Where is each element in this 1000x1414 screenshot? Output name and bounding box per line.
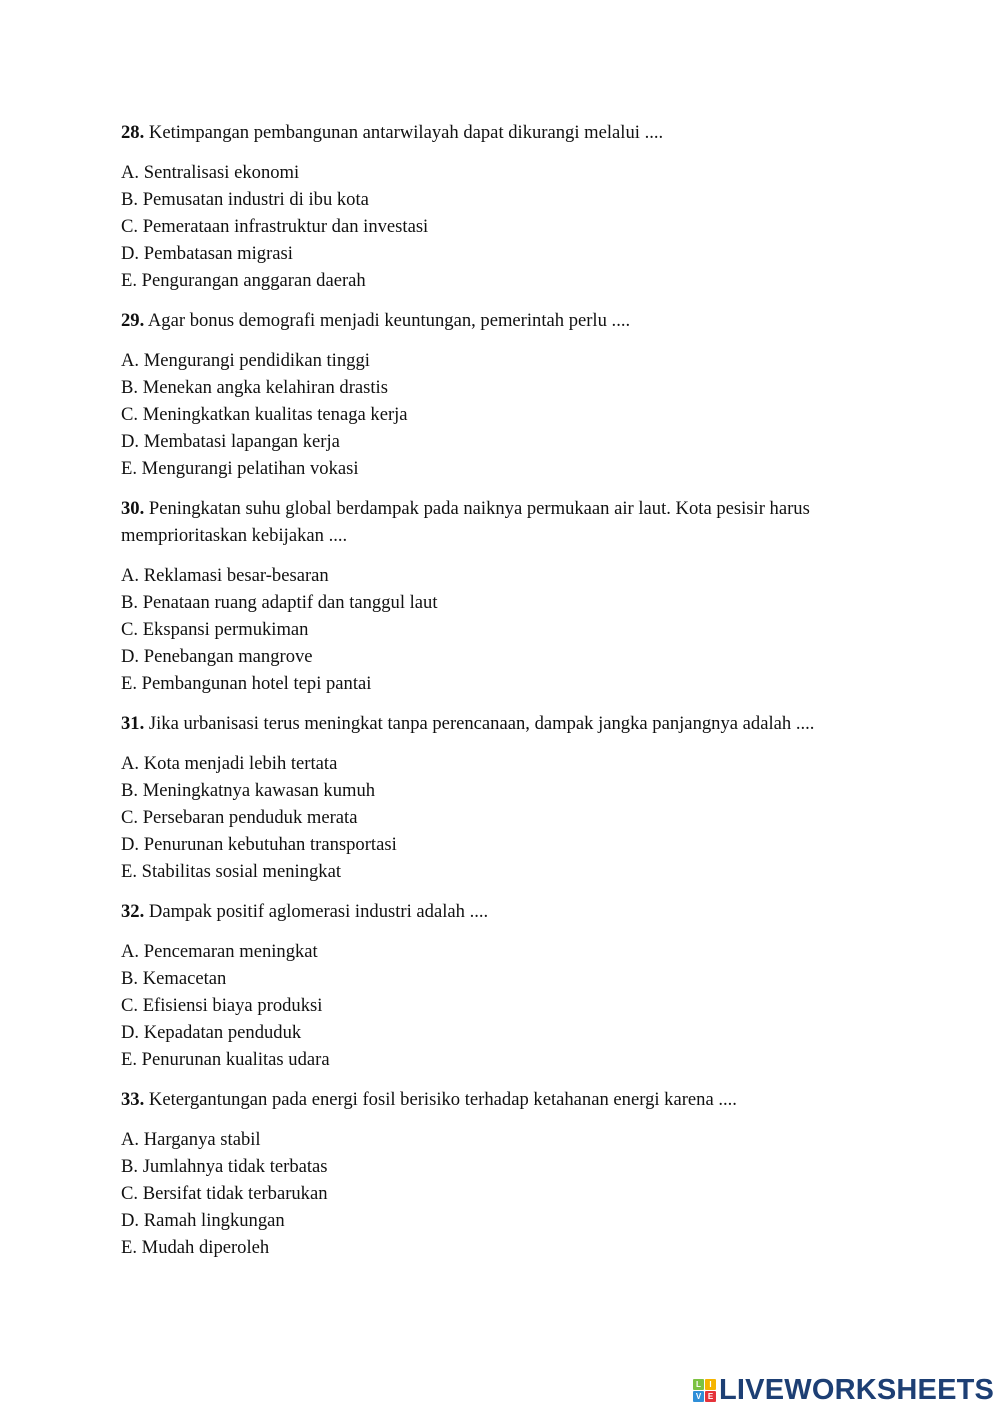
answer-option: E. Stabilitas sosial meningkat <box>121 861 342 882</box>
options-list <box>121 938 901 1073</box>
answer-option: A. Reklamasi besar-besaran <box>121 565 329 586</box>
question-number: 30. <box>121 498 145 519</box>
badge-letter: E <box>705 1391 716 1402</box>
answer-option: A. Mengurangi pendidikan tinggi <box>121 350 370 371</box>
answer-option: B. Penataan ruang adaptif dan tanggul laut <box>121 592 438 613</box>
answer-option: E. Mudah diperoleh <box>121 1237 270 1258</box>
question-text: Jika urbanisasi terus meningkat tanpa perencanaan, dampak jangka panjangnya adalah .... <box>148 713 815 734</box>
question-number: 31. <box>121 713 145 734</box>
answer-option: B. Pemusatan industri di ibu kota <box>121 189 369 210</box>
options-list <box>121 347 901 482</box>
answer-option: E. Pembangunan hotel tepi pantai <box>121 673 372 694</box>
answer-option: D. Pembatasan migrasi <box>121 243 293 264</box>
question-text: Ketimpangan pembangunan antarwilayah dapat dikurangi melalui .... <box>148 122 664 143</box>
answer-option: D. Membatasi lapangan kerja <box>121 431 340 452</box>
badge-letter: I <box>705 1379 716 1390</box>
question-text: Agar bonus demografi menjadi keuntungan, pemerintah perlu .... <box>147 310 631 331</box>
question-31 <box>121 710 901 737</box>
question-number: 28. <box>121 122 145 143</box>
answer-option: A. Sentralisasi ekonomi <box>121 162 300 183</box>
answer-option: B. Kemacetan <box>121 968 227 989</box>
answer-option: C. Ekspansi permukiman <box>121 619 309 640</box>
options-list <box>121 1126 901 1261</box>
answer-option: D. Penebangan mangrove <box>121 646 313 667</box>
logo-text: LIVEWORKSHEETS <box>719 1374 995 1406</box>
answer-option: A. Kota menjadi lebih tertata <box>121 753 338 774</box>
badge-letter: L <box>693 1379 704 1390</box>
options-list <box>121 750 901 885</box>
answer-option: D. Penurunan kebutuhan transportasi <box>121 834 397 855</box>
question-number: 33. <box>121 1089 145 1110</box>
answer-option: E. Mengurangi pelatihan vokasi <box>121 458 359 479</box>
question-29 <box>121 307 901 334</box>
liveworksheets-logo <box>693 1376 994 1404</box>
answer-option: B. Meningkatnya kawasan kumuh <box>121 780 376 801</box>
answer-option: B. Menekan angka kelahiran drastis <box>121 377 388 398</box>
question-text: Dampak positif aglomerasi industri adalah .... <box>148 901 489 922</box>
question-number: 32. <box>121 901 145 922</box>
answer-option: D. Kepadatan penduduk <box>121 1022 302 1043</box>
answer-option: E. Penurunan kualitas udara <box>121 1049 330 1070</box>
badge-letter: V <box>693 1391 704 1402</box>
question-28 <box>121 119 901 146</box>
answer-option: D. Ramah lingkungan <box>121 1210 285 1231</box>
worksheet-questions <box>121 119 901 1274</box>
answer-option: A. Pencemaran meningkat <box>121 941 318 962</box>
live-badge-icon <box>693 1379 716 1402</box>
question-33 <box>121 1086 901 1113</box>
answer-option: C. Persebaran penduduk merata <box>121 807 358 828</box>
question-text: Ketergantungan pada energi fosil berisiko terhadap ketahanan energi karena .... <box>148 1089 737 1110</box>
answer-option: C. Pemerataan infrastruktur dan investasi <box>121 216 429 237</box>
question-number: 29. <box>121 310 145 331</box>
question-text: Peningkatan suhu global berdampak pada naiknya permukaan air laut. Kota pesisir harus memprioritaskan kebijakan .... <box>121 498 810 546</box>
options-list <box>121 159 901 294</box>
question-32 <box>121 898 901 925</box>
answer-option: B. Jumlahnya tidak terbatas <box>121 1156 328 1177</box>
answer-option: A. Harganya stabil <box>121 1129 261 1150</box>
answer-option: C. Meningkatkan kualitas tenaga kerja <box>121 404 408 425</box>
answer-option: C. Efisiensi biaya produksi <box>121 995 323 1016</box>
question-30 <box>121 495 901 549</box>
answer-option: E. Pengurangan anggaran daerah <box>121 270 366 291</box>
options-list <box>121 562 901 697</box>
answer-option: C. Bersifat tidak terbarukan <box>121 1183 328 1204</box>
